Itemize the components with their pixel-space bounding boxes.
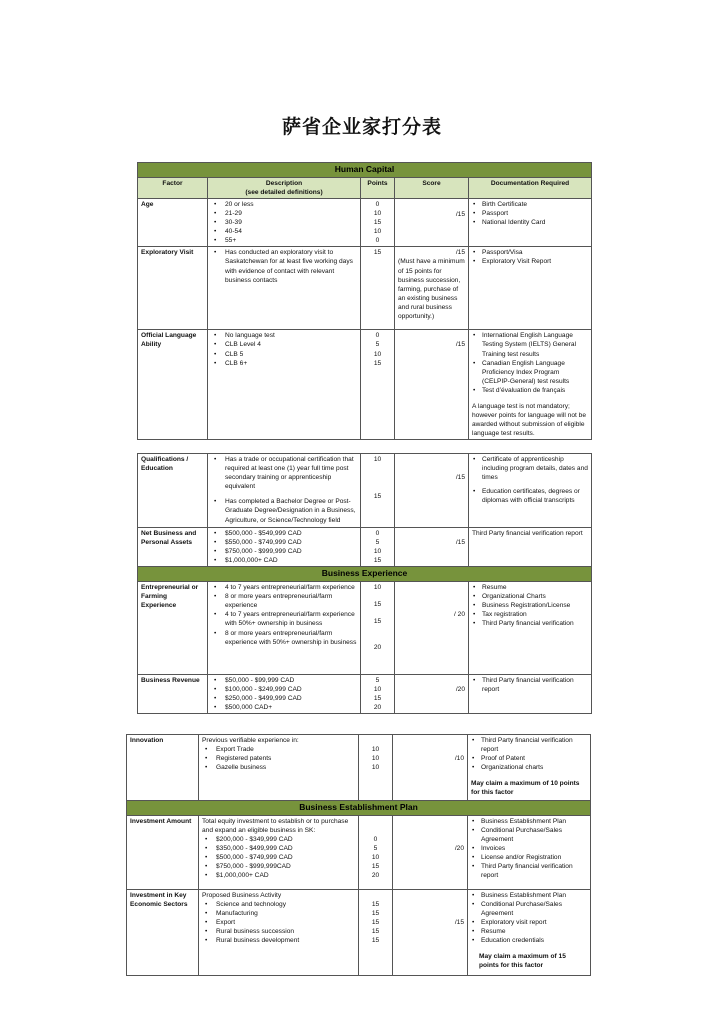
points-value: 15 [371,900,380,908]
points-value: 0 [375,237,380,245]
points-value: 15 [373,493,382,501]
points-cell [361,198,395,246]
section-band-business-establishment-plan: Business Establishment Plan [127,801,591,816]
points-value: 20 [371,872,380,880]
documentation-cell [469,528,592,567]
table-row-investment-amount [127,815,591,889]
description-item: • 8 or more years entrepreneurial/farm experience [211,592,357,610]
documentation-item: • Third Party financial verification [472,619,588,628]
score-cell [395,247,469,330]
points-value: 10 [371,746,380,753]
documentation-item: • Education credentials [471,936,587,945]
description-item: • 20 or less [211,200,357,209]
points-cell [361,675,395,714]
factor-label: Investment Amount [127,815,199,889]
header-description-sub: (see detailed definitions) [245,188,323,196]
description-item: • 30-39 [211,218,357,227]
documentation-item: • Canadian English Language Proficiency Index Program (CELPIP-General) test results [472,359,588,386]
documentation-item: • National Identity Card [472,218,588,227]
points-value: 15 [371,863,380,870]
description-cell [208,675,361,714]
description-item: • $750,000 - $999,999CAD [202,862,355,871]
description-cell [208,454,361,528]
description-item: • Science and technology [202,900,355,909]
description-item: • CLB 6+ [211,359,357,368]
header-description [208,177,361,198]
score-max: /15 [455,539,465,546]
table-row-net-assets [138,528,592,567]
points-value: 5 [375,677,380,685]
points-value: 10 [373,210,382,217]
points-value: 10 [373,456,382,463]
table-row-official-language [138,330,592,440]
points-value: 10 [371,755,380,763]
points-value: 5 [375,341,380,349]
description-item: • Gazelle business [202,763,355,772]
points-value: 15 [371,909,380,917]
score-note: (Must have a minimum of 15 points for business succession, farming, purchase of an existing business and rural business opportunity.) [398,258,465,321]
table-row-innovation [127,735,591,801]
description-item: • Has conducted an exploratory visit to Saskatchewan for at least five working days with evidence of contact with relevant business contacts [211,248,357,284]
points-value: 15 [373,359,382,367]
documentation-item: • Business Establishment Plan [471,891,587,900]
points-value: 15 [373,249,382,257]
documentation-item: • Proof of Patent [471,754,587,763]
score-cell [393,815,468,889]
description-item: • 21-29 [211,209,357,218]
points-value: 15 [373,601,382,609]
points-value: 15 [371,937,380,945]
documentation-item: • Organizational charts [471,763,587,772]
factor-label: Investment in Key Economic Sectors [127,889,199,975]
score-cell [393,735,468,801]
documentation-item: • Third Party financial verification report [471,736,587,754]
description-item: • Rural business development [202,936,355,945]
factor-label: Business Revenue [138,675,208,714]
description-cell [199,889,359,975]
description-item: • $350,000 - $499,999 CAD [202,844,355,853]
score-cell [395,528,469,567]
documentation-cell [469,247,592,330]
description-item: • 4 to 7 years entrepreneurial/farm experience [211,583,357,592]
points-value: 15 [371,928,380,935]
description-intro: Previous verifiable experience in: [202,737,299,744]
description-item: • Has completed a Bachelor Degree or Post-Graduate Degree/Designation in a Business, Agriculture, or Science/Technology field [211,497,357,524]
points-cell [359,735,393,801]
score-max: /10 [454,755,464,762]
points-value: 0 [375,332,380,340]
points-value: 10 [373,548,382,556]
description-item: • Export [202,918,355,927]
documentation-item: • Birth Certificate [472,200,588,209]
description-item: • CLB Level 4 [211,340,357,349]
factor-label: Net Business and Personal Assets [138,528,208,567]
description-item: • $50,000 - $99,999 CAD [211,676,357,685]
header-points: Points [361,177,395,198]
description-cell [199,815,359,889]
business-establishment-table [126,734,591,976]
description-item: • $100,000 - $249,999 CAD [211,685,357,694]
points-value: 10 [373,228,382,236]
score-max: /15 [455,249,465,257]
description-item: • $200,000 - $349,999 CAD [202,835,355,844]
factor-label: Entrepreneurial or Farming Experience [138,582,208,675]
score-max: /15 [455,210,465,218]
description-item: • No language test [211,331,357,340]
points-cell [361,247,395,330]
documentation-item: • Resume [471,927,587,936]
description-cell [199,735,359,801]
points-value: 0 [375,200,380,208]
documentation-item: • Third Party financial verification report [472,676,588,694]
documentation-item: • International English Language Testing System (IELTS) General Training test results [472,331,588,358]
documentation-cell [468,815,591,889]
points-cell [361,454,395,528]
score-cell [395,330,469,440]
documentation-cell [468,735,591,801]
points-cell [361,582,395,675]
documentation-item: • Third Party financial verification report [471,862,587,880]
header-documentation: Documentation Required [469,177,592,198]
description-cell [208,198,361,246]
table-header-row [138,177,592,198]
description-intro: Proposed Business Activity [202,891,282,899]
documentation-cell [469,582,592,675]
documentation-cell [468,889,591,975]
points-value: 15 [373,557,382,565]
documentation-item: • Tax registration [472,610,588,619]
score-max: /20 [455,686,465,694]
factor-label: Qualifications / Education [138,454,208,528]
documentation-item: • Business Establishment Plan [471,817,587,826]
description-cell [208,330,361,440]
description-item: • $1,000,000+ CAD [211,556,357,565]
points-value: 10 [373,350,382,358]
documentation-item: • Test d’évaluation de français [472,386,588,395]
score-max: /15 [455,474,465,481]
documentation-item: • Certificate of apprenticeship including program details, dates and times [472,455,588,482]
points-value: 5 [375,539,380,547]
description-item: • $1,000,000+ CAD [202,871,355,880]
documentation-item: • Conditional Purchase/Sales Agreement [471,826,587,844]
score-cell [395,582,469,675]
human-capital-table [137,162,592,440]
documentation-item: • Passport/Visa [472,248,588,257]
description-item: • Registered patents [202,754,355,763]
points-value: 15 [373,618,382,626]
header-score: Score [395,177,469,198]
points-cell [359,815,393,889]
table-row-key-economic-sectors [127,889,591,975]
points-value: 0 [375,530,380,537]
documentation-item: • Passport [472,209,588,218]
score-cell [395,198,469,246]
documentation-item: • Education certificates, degrees or diplomas with official transcripts [472,487,588,505]
score-max: /20 [454,844,464,852]
documentation-item: • Exploratory Visit Report [472,257,588,266]
score-cell [395,454,469,528]
score-cell [395,675,469,714]
description-item: • 55+ [211,236,357,245]
description-item: • Has a trade or occupational certification that required at least one (1) year full time post secondary training or apprenticeship equivalent [211,455,357,491]
description-item: • $500,000 - $749,999 CAD [202,853,355,862]
points-cell [361,330,395,440]
score-max: /15 [454,918,464,926]
description-cell [208,582,361,675]
points-value: 15 [373,219,382,227]
description-item: • Export Trade [202,745,355,754]
documentation-cell [469,330,592,440]
documentation-item: • Conditional Purchase/Sales Agreement [471,900,587,918]
documentation-item: • Business Registration/License [472,601,588,610]
documentation-text: Third Party financial verification report [472,530,583,537]
documentation-item: • Resume [472,583,588,592]
factor-label: Official Language Ability [138,330,208,440]
documentation-cell [469,454,592,528]
score-max: / 20 [454,611,465,619]
description-intro: Total equity investment to establish or to purchase and expand an eligible business in SK: [202,817,349,834]
points-value: 10 [373,584,382,592]
documentation-item: • License and/or Registration [471,853,587,862]
points-value: 15 [371,918,380,926]
points-value: 0 [373,835,378,843]
factor-label: Age [138,198,208,246]
table-row-age [138,198,592,246]
factor-label: Exploratory Visit [138,247,208,330]
documentation-cell [469,675,592,714]
points-value: 20 [373,704,382,712]
score-cell [393,889,468,975]
description-item: • 8 or more years entrepreneurial/farm experience with 50%+ ownership in business [211,629,357,647]
documentation-note: May claim a maximum of 10 points for this factor [471,780,580,797]
description-cell [208,247,361,330]
section-band-business-experience: Business Experience [138,567,592,582]
description-item: • 4 to 7 years entrepreneurial/farm experience with 50%+ ownership in business [211,610,357,628]
factor-label: Innovation [127,735,199,801]
documentation-cell [469,198,592,246]
description-item: • 40-54 [211,227,357,236]
points-value: 15 [373,695,382,703]
score-max: /15 [455,341,465,349]
description-item: • $500,000 CAD+ [211,703,357,712]
table-row-qualifications [138,454,592,528]
documentation-note: A language test is not mandatory; however points for language will not be awarded without submission of eligible language test results. [472,403,586,438]
description-item: • Manufacturing [202,909,355,918]
points-cell [359,889,393,975]
table-row-exploratory-visit [138,247,592,330]
description-item: • CLB 5 [211,350,357,359]
documentation-item: • Exploratory visit report [471,918,587,927]
points-value: 10 [371,853,380,861]
points-cell [361,528,395,567]
section-band-human-capital: Human Capital [138,163,592,178]
points-value: 20 [373,644,382,652]
description-item: • $550,000 - $749,999 CAD [211,538,357,547]
description-item: • Rural business succession [202,927,355,936]
documentation-item: • Invoices [471,844,587,853]
description-item: • $750,000 - $999,999 CAD [211,547,357,556]
points-value: 10 [371,764,380,772]
documentation-item: • Organizational Charts [472,592,588,601]
description-cell [208,528,361,567]
documentation-note: May claim a maximum of 15 points for this factor [479,953,566,970]
table-row-entrepreneurial-experience [138,582,592,675]
table-row-business-revenue [138,675,592,714]
points-value: 10 [373,686,382,694]
header-factor: Factor [138,177,208,198]
page-title: 萨省企业家打分表 [281,116,442,138]
description-item: • $250,000 - $499,999 CAD [211,694,357,703]
points-value: 5 [373,844,378,852]
header-description-label: Description [265,179,303,187]
description-item: • $500,000 - $549,999 CAD [211,529,357,538]
business-experience-table [137,453,592,714]
